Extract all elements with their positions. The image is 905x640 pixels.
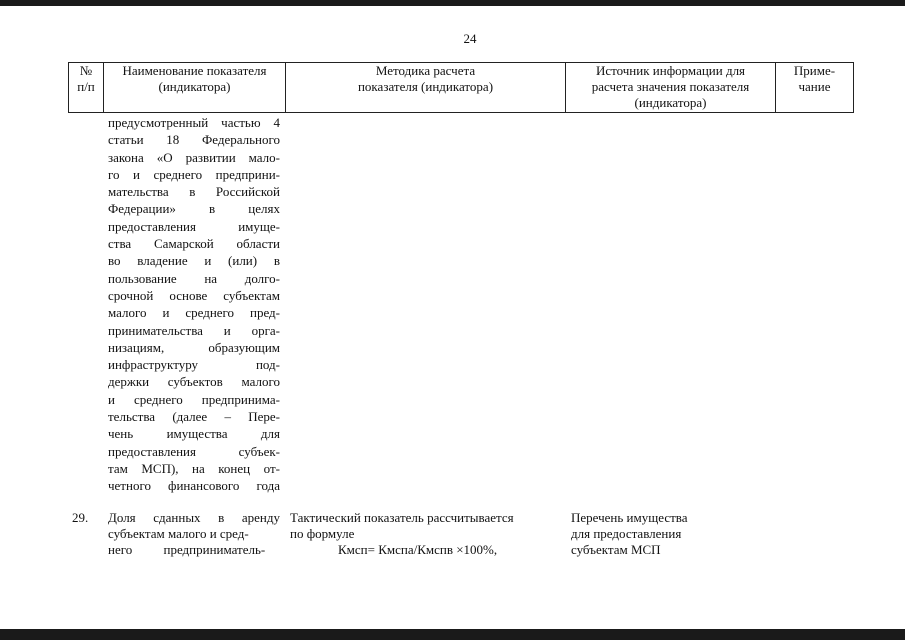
header-col-source: Источник информации для расчета значения показателя (индикатора) — [591, 63, 750, 110]
text-line: Федерации» в целях — [108, 201, 280, 217]
top-border-bar — [0, 0, 905, 6]
text-line: статьи 18 Федерального — [108, 132, 280, 148]
header-col-number: № п/п — [77, 63, 95, 94]
text-line: чень имущества для — [108, 426, 280, 442]
page-number: 24 — [463, 31, 477, 46]
row-29-name-line: Доля сданных в аренду — [108, 510, 280, 525]
text-line: предусмотренный частью 4 — [108, 115, 280, 130]
text-line: пользование на долго- — [108, 270, 280, 286]
header-col-name: Наименование показателя (индикатора) — [122, 63, 267, 94]
formula: Кмсп= Кмспа/Кмспв ×100%, — [338, 542, 498, 557]
text-line: го и среднего предприни- — [108, 166, 280, 182]
row-29-number: 29. — [72, 510, 89, 525]
header-divider — [853, 62, 854, 113]
text-line: там МСП), на конец от- — [108, 460, 280, 476]
text-line: низациям, образующим — [108, 339, 280, 355]
text-line: четного финансового года — [108, 478, 280, 494]
bottom-border-bar — [0, 629, 905, 640]
continued-indicator-name — [108, 114, 280, 495]
text-line: малого и среднего пред- — [108, 305, 280, 321]
text-line: инфраструктуру под- — [108, 357, 280, 373]
text-line: во владение и (или) в — [108, 253, 280, 269]
header-col-note: Приме- чание — [793, 63, 836, 94]
text-line: срочной основе субъектам — [108, 287, 280, 303]
text-line: предоставления имуще- — [108, 218, 280, 234]
row-29-method: Тактический показатель рассчитывается по формуле Кмсп= Кмспа/Кмспв ×100%, — [290, 510, 562, 558]
text-line: закона «О развитии мало- — [108, 149, 280, 165]
header-col-method: Методика расчета показателя (индикатора) — [357, 63, 494, 94]
header-bottom-rule — [68, 112, 854, 113]
row-29-name-line: субъектам малого и сред- — [108, 526, 249, 541]
row-29-name — [108, 510, 280, 558]
row-29-name-line: него предприниматель- — [108, 542, 266, 557]
text-line: держки субъектов малого — [108, 374, 280, 390]
row-29-source: Перечень имущества для предоставления субъектам МСП — [571, 510, 688, 557]
text-line: предоставления субъек- — [108, 443, 280, 459]
text-line: тельства (далее – Пере- — [108, 409, 280, 425]
text-line: ства Самарской области — [108, 236, 280, 252]
text-line: мательства в Российской — [108, 184, 280, 200]
text-line: и среднего предпринима- — [108, 391, 280, 407]
text-line: принимательства и орга- — [108, 322, 280, 338]
